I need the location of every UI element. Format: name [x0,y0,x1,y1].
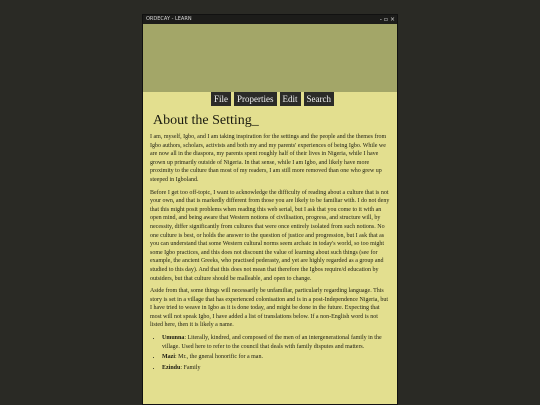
article-content [143,110,397,404]
app-window [142,14,398,405]
window-title: ORDECAY - LEARN [146,16,192,22]
paragraph-intro: I am, myself, Igbo, and I am taking inspiration for the settings and the people and the themes from Igbo authors, scholars, activists and both my and my parents' experiences of being Igbo. While we are now all in the diaspora, my parents spent roughly half of their lives in Nigeria, while I have grown up primarily outside of Nigeria. In that sense, while I am Igbo, and likely have more proximity to the culture than most of my readers, I am still more removed than one who grew up steeped in Igboland. [150,134,387,183]
glossary-term: Ezindu [162,364,181,371]
paragraph-difficulty: Before I get too off-topic, I want to acknowledge the difficulty of reading about a culture that is not your own, and that is markedly different from those you are likely to be familiar with. I do not deny that this might posit problems when reading this web serial, but I ask that you come to it with an open mind, and being aware that Western notions of civilisation, progress, and structure will, by necessity, differ significantly from cultures that were once entirely isolated from such notions. No one culture is best, or holds the answer to the question of justice and progression, but I ask that as you can understand that some Western cultural norms seem archaic in today's world, so too might some Igbo practices, and this does not discount the value of learning about such things (see for example, the ancient Greeks, who practised pederasty, and yet are highly regarded as a group and studied to this day). And that this does not mean that therefore the Igbos require/d education by outsiders, but that culture should be malleable, and open to change. [150,189,390,282]
file-menu-button[interactable]: File [211,92,231,106]
glossary-item [162,364,390,373]
edit-menu-button[interactable]: Edit [280,92,301,106]
glossary-list [150,334,390,372]
glossary-definition: : Mr., the gneral honorific for a man. [175,354,263,361]
glossary-item [162,353,390,362]
window-controls [380,15,395,24]
menu-bar [211,92,334,106]
glossary-term: Mazi [162,354,175,361]
header-banner [143,24,397,92]
glossary-definition: : Family [180,364,201,371]
glossary-definition: : Literally, kindred, and composed of the men of an intergenerational family in the village. Used here to refer to the council that deals with family disputes and matters. [162,335,382,350]
minimize-button[interactable]: - [379,16,382,23]
properties-menu-button[interactable]: Properties [234,92,277,106]
glossary-term: Umunna [162,335,185,342]
glossary-item [162,334,390,351]
page-title: About the Setting_ [153,113,259,128]
paragraph-language: Aside from that, some things will necessarily be unfamiliar, particularly regarding language. This story is set in a village that has experienced colonisation and is in a post-Independence Nigeria, but I have tried to weave in Igbo as it is done today, and might be done in the future. Expecting that most will not speak Igbo, I have added a list of translations below. If a non-English word is not listed here, then it is likely a name. [150,288,389,329]
title-bar [143,15,397,24]
close-button[interactable]: × [389,16,395,23]
maximize-button[interactable]: ▫ [383,16,388,23]
search-menu-button[interactable]: Search [304,92,335,106]
